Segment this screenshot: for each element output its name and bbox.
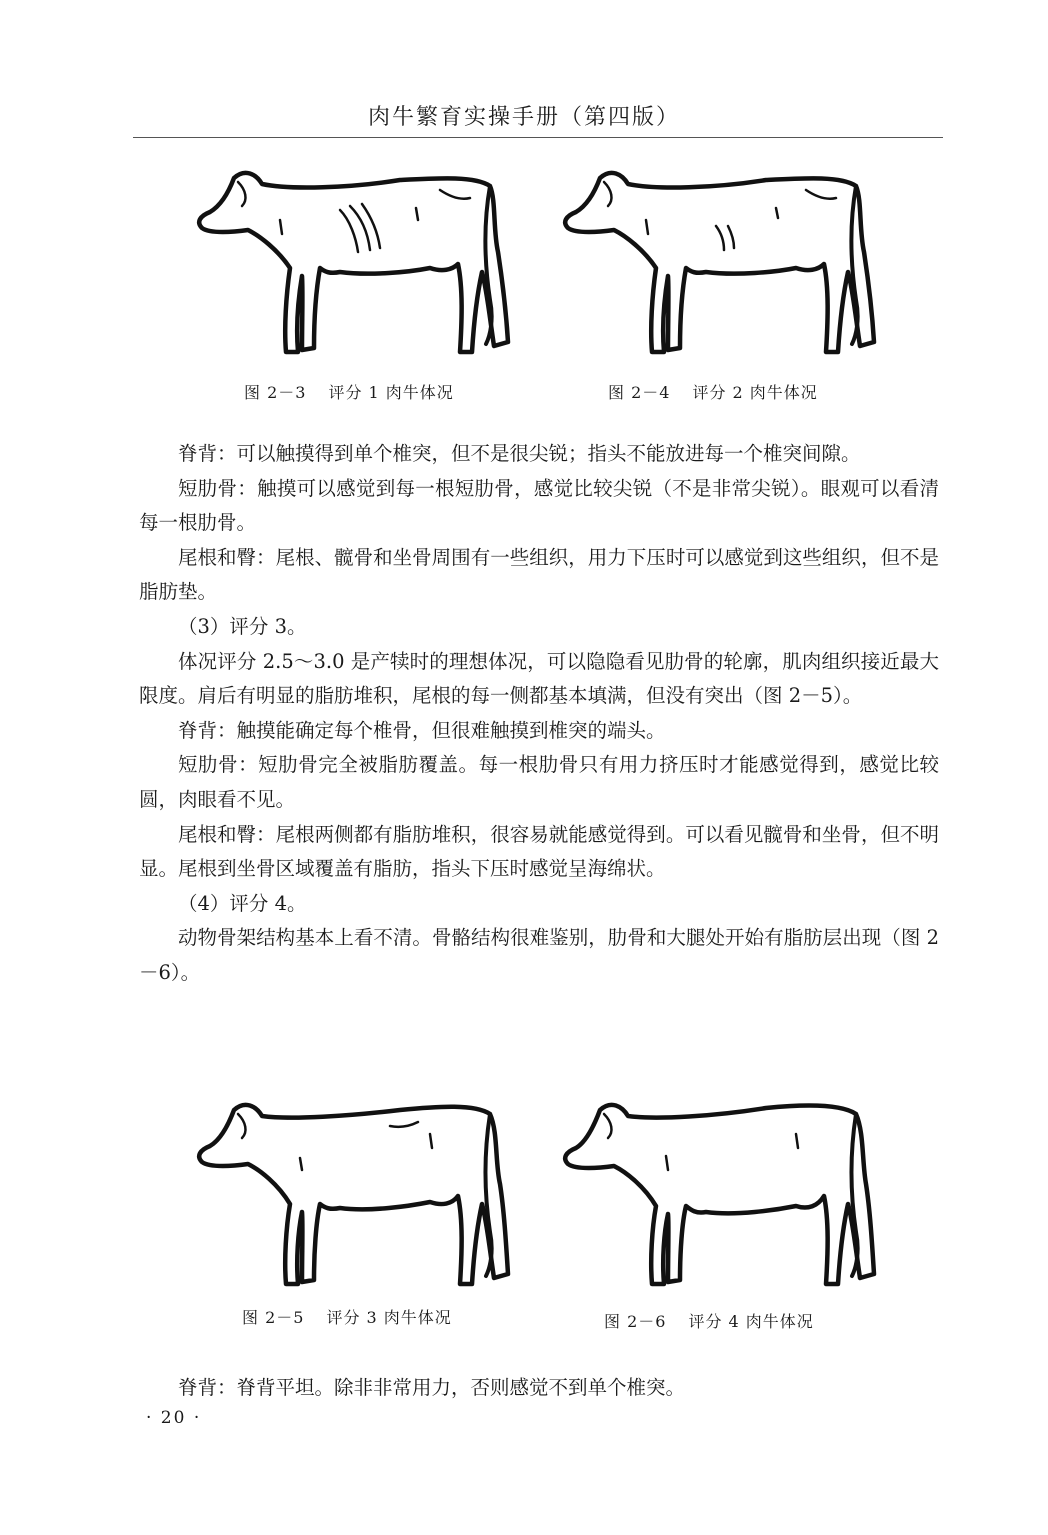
header-rule <box>133 137 943 138</box>
figure-number: 图 2－4 <box>608 383 671 402</box>
page-number: · 20 · <box>146 1408 202 1428</box>
figure-label: 评分 3 肉牛体况 <box>326 1308 452 1327</box>
figure-caption <box>242 1305 452 1328</box>
paragraph: 脊背：可以触摸得到单个椎突，但不是很尖锐；指头不能放进每一个椎突间隙。 <box>178 442 861 465</box>
paragraph: 短肋骨：触摸可以感觉到每一根短肋骨，感觉比较尖锐（不是非常尖锐）。眼观可以看清每一根肋骨。 <box>139 476 939 535</box>
paragraph: 体况评分 2.5～3.0 是产犊时的理想体况，可以隐隐看见肋骨的轮廓，肌肉组织接近最大限度。肩后有明显的脂肪堆积，尾根的每一侧都基本填满，但没有突出（图 2－5）。 <box>139 649 939 708</box>
figure-label: 评分 2 肉牛体况 <box>692 383 818 402</box>
cow-score-4-illustration <box>556 1092 886 1292</box>
paragraph: 动物骨架结构基本上看不清。骨骼结构很难鉴别，肋骨和大腿处开始有脂肪层出现（图 2－6）。 <box>139 926 939 984</box>
figure-label: 评分 4 肉牛体况 <box>688 1312 814 1331</box>
running-header: 肉牛繁育实操手册（第四版） <box>367 105 680 130</box>
figure-number: 图 2－5 <box>242 1308 305 1327</box>
paragraph: 脊背：触摸能确定每个椎骨，但很难触摸到椎突的端头。 <box>178 718 666 742</box>
paragraph: 尾根和臀：尾根两侧都有脂肪堆积，很容易就能感觉得到。可以看见髋骨和坐骨，但不明显。尾根到坐骨区域覆盖有脂肪，指头下压时感觉呈海绵状。 <box>139 822 939 881</box>
figure-label: 评分 1 肉牛体况 <box>328 383 454 402</box>
paragraph: （4）评分 4。 <box>178 891 307 915</box>
body-text-upper <box>139 437 939 991</box>
cow-score-2-illustration <box>556 160 886 360</box>
figure-caption <box>608 380 818 403</box>
paragraph: 尾根和臀：尾根、髋骨和坐骨周围有一些组织，用力下压时可以感觉到这些组织，但不是脂肪垫。 <box>139 545 939 604</box>
figure-caption <box>244 380 454 403</box>
paragraph: 脊背：脊背平坦。除非非常用力，否则感觉不到单个椎突。 <box>178 1376 686 1399</box>
body-text-lower <box>139 1372 939 1400</box>
figure-caption <box>604 1309 814 1332</box>
paragraph: 短肋骨：短肋骨完全被脂肪覆盖。每一根肋骨只有用力挤压时才能感觉得到，感觉比较圆，肉眼看不见。 <box>139 753 939 811</box>
paragraph: （3）评分 3。 <box>178 614 307 638</box>
figure-number: 图 2－6 <box>604 1312 667 1331</box>
cow-score-3-illustration <box>190 1092 520 1292</box>
cow-score-1-illustration <box>190 160 520 360</box>
figure-number: 图 2－3 <box>244 383 307 402</box>
